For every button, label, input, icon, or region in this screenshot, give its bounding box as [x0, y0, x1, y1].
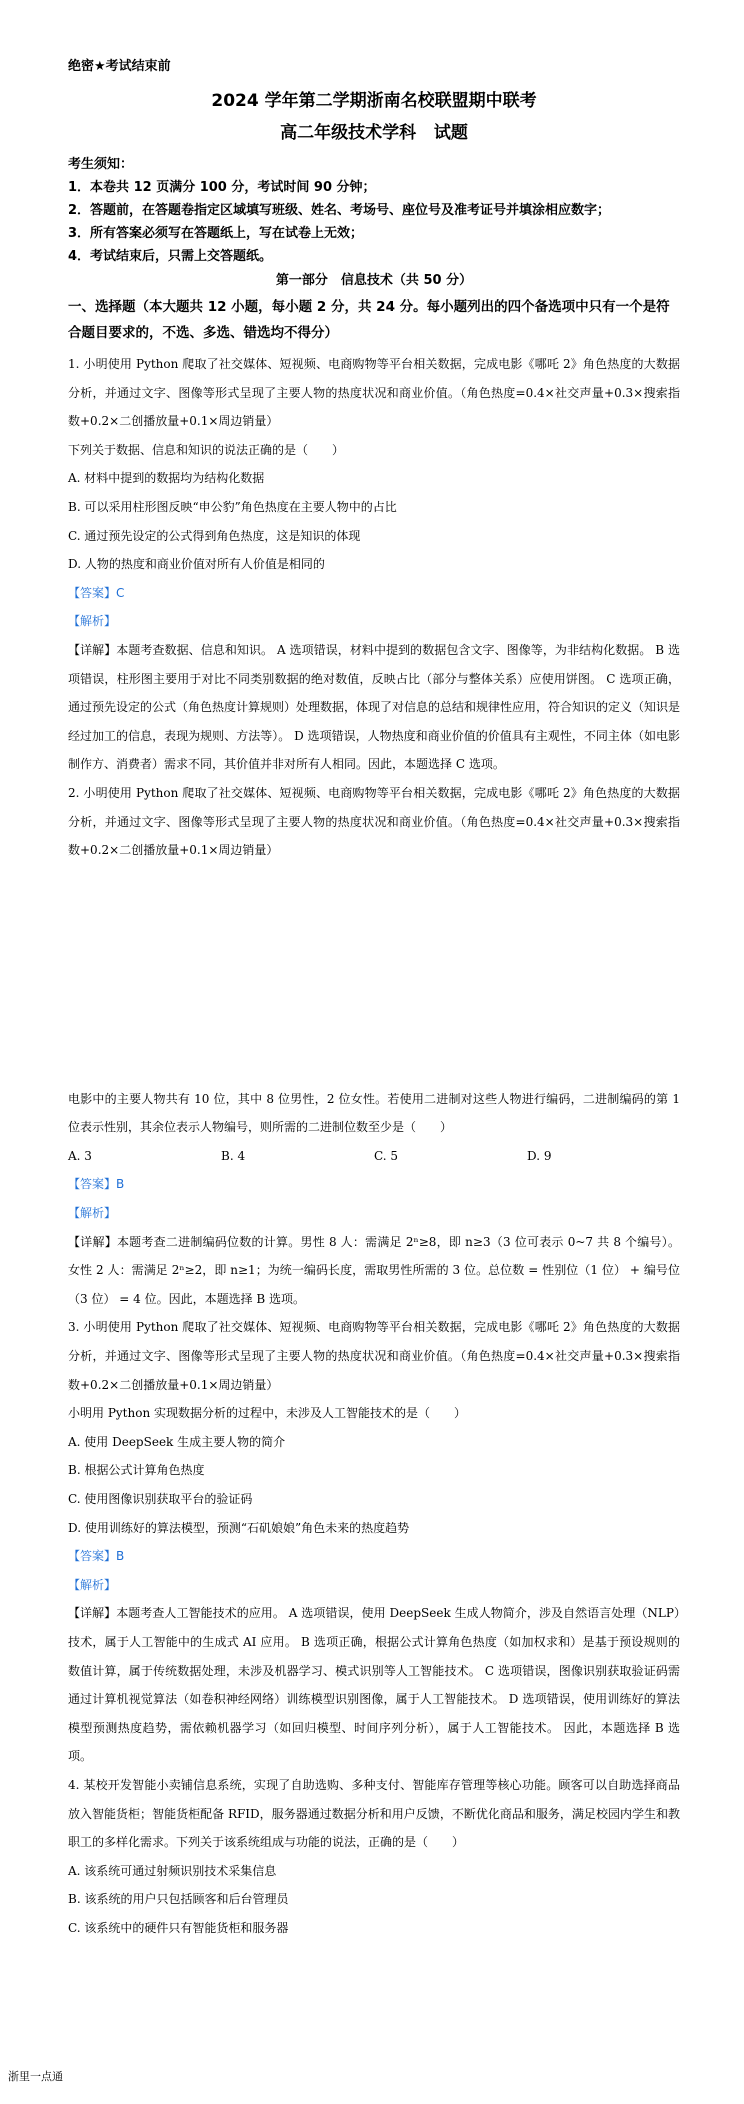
question-1-answer: 【答案】C [68, 585, 125, 600]
question-1-option-a: A. 材料中提到的数据均为结构化数据 [68, 471, 265, 486]
part-heading: 第一部分 信息技术（共 50 分） [275, 273, 473, 288]
question-1-prompt: 下列关于数据、信息和知识的说法正确的是（ ） [68, 442, 345, 457]
question-2-answer: 【答案】B [68, 1177, 125, 1192]
notice-item: 3．所有答案必须写在答题纸上，写在试卷上无效； [68, 226, 364, 241]
question-2-detail: 【详解】本题考查二进制编码位数的计算。男性 8 人：需满足 2ⁿ≥8，即 n≥3（3 位可表示 0~7 共 8 个编号）。女性 2 人：需满足 2ⁿ≥2，即 n≥1；为统一编码长度，需取男性所需的 3 位。总位数 = 性别位（1 位） + 编号位（3 位） = 4 位。因此，本题选择 B 选项。 [68, 1234, 680, 1306]
question-2-option-b: B. 4 [221, 1148, 246, 1163]
question-1-option-b: B. 可以采用柱形图反映“申公豹”角色热度在主要人物中的占比 [68, 499, 397, 514]
subtitle-grade: 高二年级技术学科 [280, 123, 417, 143]
question-3-answer: 【答案】B [68, 1549, 125, 1564]
question-4-stem: 4. 某校开发智能小卖铺信息系统，实现了自助选购、多种支付、智能库存管理等核心功能。顾客可以自助选择商品放入智能货柜；智能货柜配备 RFID，服务器通过数据分析和用户反馈，不断优化商品和服务，满足校园内学生和教职工的多样化需求。下列关于该系统组成与功能的说法，正确的是（ ） [68, 1777, 680, 1850]
question-3-prompt: 小明用 Python 实现数据分析的过程中，未涉及人工智能技术的是（ ） [68, 1406, 466, 1421]
section-heading: 一、选择题（本大题共 12 小题，每小题 2 分，共 24 分。每小题列出的四个备选项中只有一个是符合题目要求的，不选、多选、错选均不得分） [68, 299, 670, 341]
question-2-options [68, 1142, 680, 1171]
question-1-option-c: C. 通过预先设定的公式得到角色热度，这是知识的体现 [68, 528, 361, 543]
question-2-option-c: C. 5 [374, 1148, 399, 1163]
question-1-analysis-label: 【解析】 [68, 614, 117, 629]
question-1-option-d: D. 人物的热度和商业价值对所有人价值是相同的 [68, 557, 325, 572]
question-3-option-a: A. 使用 DeepSeek 生成主要人物的简介 [68, 1434, 286, 1449]
exam-title: 2024 学年第二学期浙南名校联盟期中联考 [211, 91, 537, 111]
question-2-option-d: D. 9 [527, 1148, 552, 1163]
question-2-stem: 2. 小明使用 Python 爬取了社交媒体、短视频、电商购物等平台相关数据，完成电影《哪吒 2》角色热度的大数据分析，并通过文字、图像等形式呈现了主要人物的热度状况和商业价值。（角色热度=0.4×社交声量+0.3×搜索指数+0.2×二创播放量+0.1×周边销量） [68, 785, 680, 858]
question-3-option-c: C. 使用图像识别获取平台的验证码 [68, 1492, 253, 1506]
footer-watermark: 浙里一点通 [8, 2070, 63, 2083]
question-2-option-a: A. 3 [68, 1148, 92, 1163]
question-3-option-b: B. 根据公式计算角色热度 [68, 1463, 205, 1478]
question-3-analysis-label: 【解析】 [68, 1577, 117, 1592]
question-4-option-c: C. 该系统中的硬件只有智能货柜和服务器 [68, 1920, 289, 1935]
question-3-option-d: D. 使用训练好的算法模型，预测“石矶娘娘”角色未来的热度趋势 [68, 1520, 410, 1535]
notice-heading: 考生须知： [68, 157, 134, 172]
notice-item: 2．答题前，在答题卷指定区域填写班级、姓名、考场号、座位号及准考证号并填涂相应数字； [68, 203, 611, 218]
exam-subtitle [68, 118, 680, 148]
question-2-analysis-label: 【解析】 [68, 1206, 117, 1221]
blank-area [68, 865, 680, 1085]
question-3-detail: 【详解】本题考查人工智能技术的应用。 A 选项错误，使用 DeepSeek 生成人物简介，涉及自然语言处理（NLP）技术，属于人工智能中的生成式 AI 应用。 B 选项正确，根据公式计算角色热度（如加权求和）是基于预设规则的数值计算，属于传统数据处理，未涉及机器学习、模式识别等人工智能技术。 C 选项错误，图像识别获取验证码需通过计算机视觉算法（如卷积神经网络）训练模型识别图像，属于人工智能技术。 D 选项错误，使用训练好的算法模型预测热度趋势，需依赖机器学习（如回归模型、时间序列分析），属于人工智能技术。 因此，本题选择 B 选项。 [68, 1606, 680, 1764]
question-1-stem: 1. 小明使用 Python 爬取了社交媒体、短视频、电商购物等平台相关数据，完成电影《哪吒 2》角色热度的大数据分析，并通过文字、图像等形式呈现了主要人物的热度状况和商业价值。（角色热度=0.4×社交声量+0.3×搜索指数+0.2×二创播放量+0.1×周边销量） [68, 357, 680, 429]
subtitle-exam: 试题 [433, 123, 468, 143]
question-4-option-b: B. 该系统的用户只包括顾客和后台管理员 [68, 1892, 289, 1907]
question-3-stem: 3. 小明使用 Python 爬取了社交媒体、短视频、电商购物等平台相关数据，完成电影《哪吒 2》角色热度的大数据分析，并通过文字、图像等形式呈现了主要人物的热度状况和商业价值。（角色热度=0.4×社交声量+0.3×搜索指数+0.2×二创播放量+0.1×周边销量） [68, 1320, 680, 1392]
question-1-detail: 【详解】本题考查数据、信息和知识。 A 选项错误，材料中提到的数据包含文字、图像等，为非结构化数据。 B 选项错误，柱形图主要用于对比不同类别数据的绝对数值，反映占比（部分与整体关系）应使用饼图。 C 选项正确，通过预先设定的公式（角色热度计算规则）处理数据，体现了对信息的总结和规律性应用，符合知识的定义（知识是经过加工的信息，表现为规则、方法等）。 D 选项错误，人物热度和商业价值的价值具有主观性，不同主体（如电影制作方、消费者）需求不同，其价值并非对所有人相同。因此，本题选择 C 选项。 [68, 642, 681, 772]
question-2-prompt: 电影中的主要人物共有 10 位，其中 8 位男性，2 位女性。若使用二进制对这些人物进行编码，二进制编码的第 1 位表示性别，其余位表示人物编号，则所需的二进制位数至少是（ ） [68, 1091, 680, 1135]
page-content [68, 56, 680, 1943]
secret-label: 绝密★考试结束前 [68, 59, 171, 74]
notice-item: 1．本卷共 12 页满分 100 分，考试时间 90 分钟； [68, 180, 376, 195]
question-4-option-a: A. 该系统可通过射频识别技术采集信息 [68, 1863, 277, 1878]
notice-item: 4．考试结束后，只需上交答题纸。 [68, 249, 273, 264]
